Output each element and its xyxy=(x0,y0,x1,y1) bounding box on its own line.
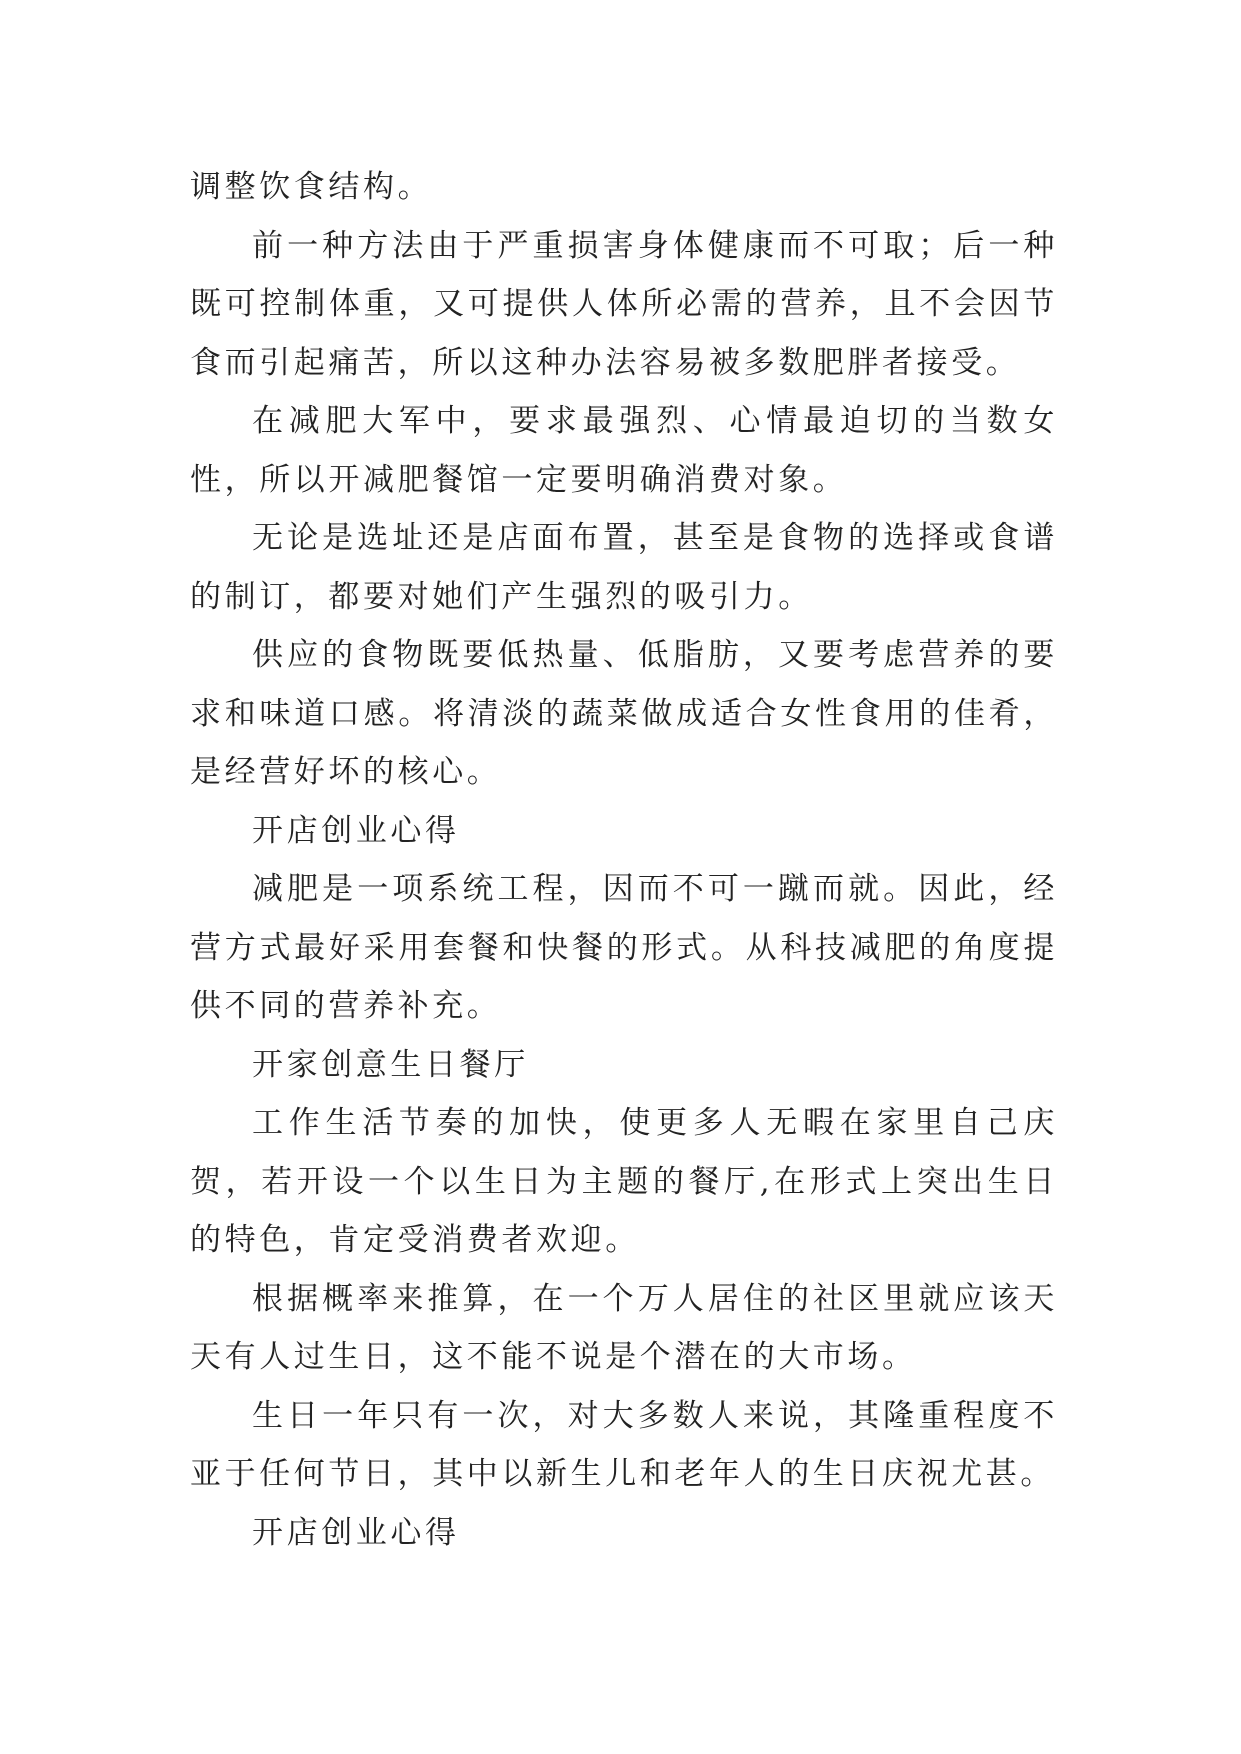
paragraph: 在减肥大军中，要求最强烈、心情最迫切的当数女性，所以开减肥餐馆一定要明确消费对象。 xyxy=(190,403,1058,498)
paragraph: 生日一年只有一次，对大多数人来说，其隆重程度不亚于任何节日，其中以新生儿和老年人的生日庆祝尤甚。 xyxy=(190,1397,1058,1492)
paragraph: 工作生活节奏的加快，使更多人无暇在家里自己庆贺，若开设一个以生日为主题的餐厅,在形式上突出生日的特色，肯定受消费者欢迎。 xyxy=(190,1105,1058,1258)
paragraph-continuation: 调整饮食结构。 xyxy=(190,169,433,205)
paragraph: 供应的食物既要低热量、低脂肪，又要考虑营养的要求和味道口感。将清淡的蔬菜做成适合女性食用的佳肴，是经营好坏的核心。 xyxy=(190,637,1058,790)
paragraph: 根据概率来推算，在一个万人居住的社区里就应该天天有人过生日，这不能不说是个潜在的大市场。 xyxy=(190,1280,1058,1375)
section-heading: 开店创业心得 xyxy=(252,812,460,849)
paragraph: 减肥是一项系统工程，因而不可一蹴而就。因此，经营方式最好采用套餐和快餐的形式。从科技减肥的角度提供不同的营养补充。 xyxy=(190,871,1058,1024)
paragraph: 无论是选址还是店面布置，甚至是食物的选择或食谱的制订，都要对她们产生强烈的吸引力。 xyxy=(190,520,1058,615)
section-heading: 开家创意生日餐厅 xyxy=(252,1046,529,1083)
paragraph: 前一种方法由于严重损害身体健康而不可取；后一种既可控制体重，又可提供人体所必需的营养，且不会因节食而引起痛苦，所以这种办法容易被多数肥胖者接受。 xyxy=(190,227,1058,381)
section-heading: 开店创业心得 xyxy=(252,1514,460,1551)
document-body xyxy=(190,158,1058,1562)
